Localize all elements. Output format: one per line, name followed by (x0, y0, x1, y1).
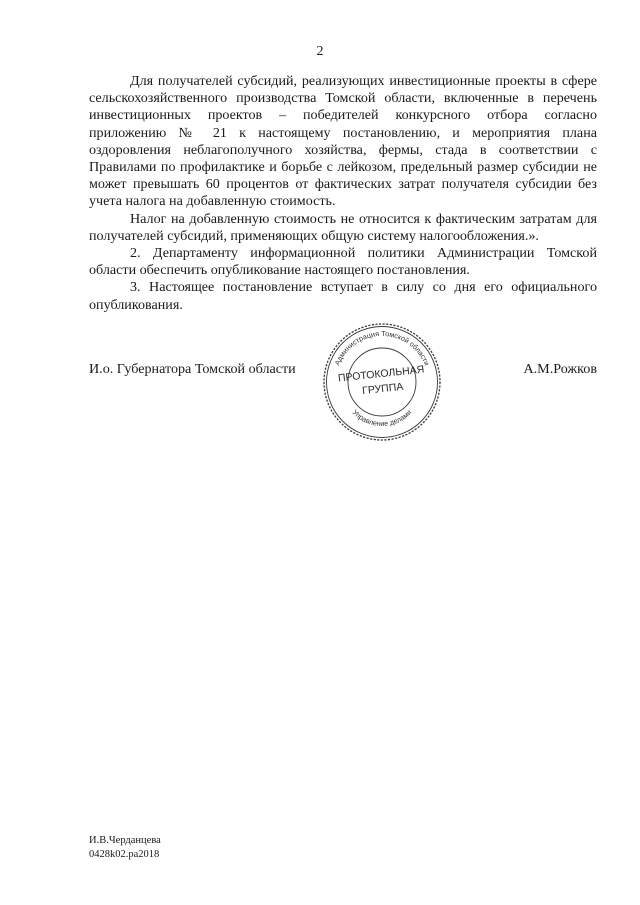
paragraph-publication: 2. Департаменту информационной политики Администрации Томской области обеспечить опубликование настоящего постановления. (89, 245, 597, 279)
stamp-top-arc: Администрация Томской области (332, 328, 432, 367)
signatory-title: И.о. Губернатора Томской области (89, 361, 296, 377)
document-body (89, 73, 597, 314)
stamp-center-line1: ПРОТОКОЛЬНАЯ (337, 363, 425, 385)
signatory-name: А.М.Рожков (523, 361, 597, 377)
footer (89, 834, 161, 861)
author-name: И.В.Черданцева (89, 835, 161, 846)
stamp-bottom-arc: Управление делами (350, 407, 414, 429)
paragraph-subsidy-limit: Для получателей субсидий, реализующих инвестиционные проекты в сфере сельскохозяйственного производства Томской области, включенные в перечень инвестиционных проектов – победителей конкурсного отбора согласно приложению № 21 к настоящему постановлению, и мероприятия плана оздоровления неблагополучного хозяйства, фермы, стада в соответствии с Правилами по профилактике и борьбе с лейкозом, предельный размер субсидии не может превышать 60 процентов от фактических затрат получателя субсидии без учета налога на добавленную стоимость. (89, 73, 597, 210)
official-stamp (320, 320, 444, 444)
stamp-center-line2: ГРУППА (361, 380, 404, 398)
paragraph-vat: Налог на добавленную стоимость не относится к фактическим затратам для получателей субсидий, применяющих общую систему налогообложения.». (89, 210, 597, 244)
stamp-bottom-arc-text (351, 408, 414, 428)
page-number: 2 (316, 44, 324, 59)
paragraph-entry-into-force: 3. Настоящее постановление вступает в силу со дня его официального опубликования. (89, 279, 597, 313)
document-code: 0428k02.pa2018 (89, 848, 160, 860)
